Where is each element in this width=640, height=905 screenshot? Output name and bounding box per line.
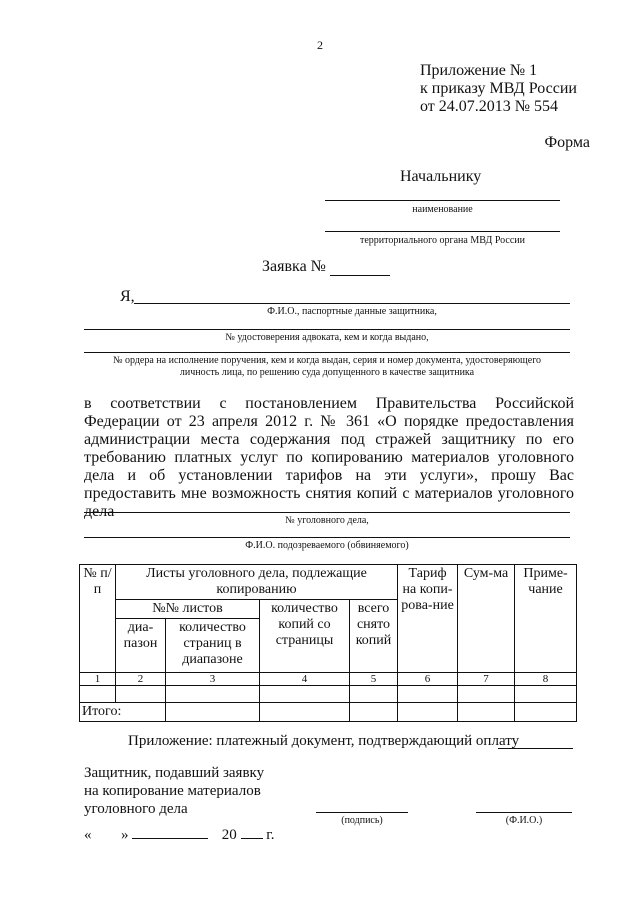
application-title-text: Заявка № <box>262 258 326 275</box>
header-range: диа-пазон <box>116 619 166 673</box>
applicant-caption-fio: Ф.И.О., паспортные данные защитника, <box>267 306 437 317</box>
table-cell <box>260 703 350 722</box>
applicant-fio-line <box>134 303 570 304</box>
addressee-caption-name: наименование <box>412 204 473 215</box>
table-cell <box>166 703 260 722</box>
column-number: 3 <box>166 673 260 686</box>
date-month-line <box>132 826 208 839</box>
column-number: 1 <box>80 673 116 686</box>
column-number: 4 <box>260 673 350 686</box>
applicant-caption-order-line-1: № ордера на исполнение поручения, кем и когда выдан, серия и номер документа, удостоверяющего <box>112 355 542 366</box>
defender-line-1: Защитник, подавший заявку <box>84 765 265 781</box>
applicant-order-line <box>84 352 570 353</box>
table-cell <box>515 703 577 722</box>
defender-line-3: уголовного дела <box>84 801 188 817</box>
header-note: Приме-чание <box>515 565 577 673</box>
table-cell <box>166 686 260 703</box>
table-cell <box>116 686 166 703</box>
fio-caption: (Ф.И.О.) <box>505 815 543 826</box>
column-number: 6 <box>398 673 458 686</box>
appendix-block <box>420 62 577 116</box>
header-pages-in-range: количество страниц в диапазоне <box>166 619 260 673</box>
request-body-text: в соответствии с постановлением Правительства Российской Федерации от 23 апреля 2012 г. № 361 «О порядке предоставления администрации места содержания под стражей защитнику по его требованию платных услуг по копированию материалов уголовного дела и об установлении тарифов на эти услуги», прошу Вас предоставить мне возможность снятия копий с материалов уголовного дела <box>84 395 574 520</box>
case-number-line <box>84 512 570 513</box>
defender-block <box>84 764 264 818</box>
table-cell <box>80 686 116 703</box>
header-nn-sheets: №№ листов <box>116 600 260 619</box>
header-num: № п/п <box>80 565 116 673</box>
addressee-caption-organ: территориального органа МВД России <box>359 235 525 246</box>
column-number: 8 <box>515 673 577 686</box>
table-cell <box>458 686 515 703</box>
appendix-line-2: к приказу МВД России <box>420 80 577 97</box>
table-cell <box>398 703 458 722</box>
header-copies-per-page: количество копий со страницы <box>260 600 350 673</box>
table-cell <box>515 686 577 703</box>
date-year-line <box>241 826 263 839</box>
total-label: Итого: <box>80 703 166 722</box>
case-caption-suspect: Ф.И.О. подозреваемого (обвиняемого) <box>245 540 409 551</box>
page-number: 2 <box>317 38 323 52</box>
application-number-line <box>330 275 390 276</box>
signature-line <box>316 812 408 813</box>
applicant-caption-order-line-2: личность лица, по решению суда допущенного в качестве защитника <box>179 367 475 378</box>
signature-caption: (подпись) <box>341 815 383 826</box>
column-number: 7 <box>458 673 515 686</box>
fio-line <box>476 812 572 813</box>
case-caption-number: № уголовного дела, <box>285 515 369 526</box>
form-label: Форма <box>544 134 590 151</box>
date-block <box>84 826 274 844</box>
header-tariff: Тариф на копи-рова-ние <box>398 565 458 673</box>
appendix-line-1: Приложение № 1 <box>420 62 538 79</box>
date-year-prefix: 20 <box>221 827 237 843</box>
table-column-numbers-row <box>80 673 577 686</box>
date-open-quote: « <box>84 827 92 843</box>
suspect-line <box>84 537 570 538</box>
header-sum: Сум-ма <box>458 565 515 673</box>
applicant-cert-line <box>84 329 570 330</box>
appendix-line-3: от 24.07.2013 № 554 <box>420 98 559 115</box>
table-total-row <box>80 703 577 722</box>
addressee-organ-line <box>325 231 560 232</box>
column-number: 5 <box>350 673 398 686</box>
application-title <box>262 258 326 276</box>
applicant-caption-cert: № удостоверения адвоката, кем и когда выдано, <box>225 332 429 343</box>
attachment-line <box>498 748 573 749</box>
table-cell <box>350 686 398 703</box>
copy-sheet-table <box>79 564 577 722</box>
applicant-caption-order <box>80 355 574 379</box>
table-cell <box>398 686 458 703</box>
applicant-prefix: Я, <box>120 288 135 305</box>
table-row <box>80 686 577 703</box>
table-cell <box>458 703 515 722</box>
attachment-text: Приложение: платежный документ, подтверждающий оплату <box>128 733 520 749</box>
date-year-suffix: г. <box>266 827 275 843</box>
column-number: 2 <box>116 673 166 686</box>
table-cell <box>260 686 350 703</box>
addressee-title: Начальнику <box>400 168 482 185</box>
table-cell <box>350 703 398 722</box>
table-header-row-1 <box>80 565 577 600</box>
header-total-copies: всего снято копий <box>350 600 398 673</box>
addressee-name-line <box>325 200 560 201</box>
date-close-quote: » <box>121 827 129 843</box>
defender-line-2: на копирование материалов <box>84 783 261 799</box>
header-sheets: Листы уголовного дела, подлежащие копированию <box>116 565 398 600</box>
